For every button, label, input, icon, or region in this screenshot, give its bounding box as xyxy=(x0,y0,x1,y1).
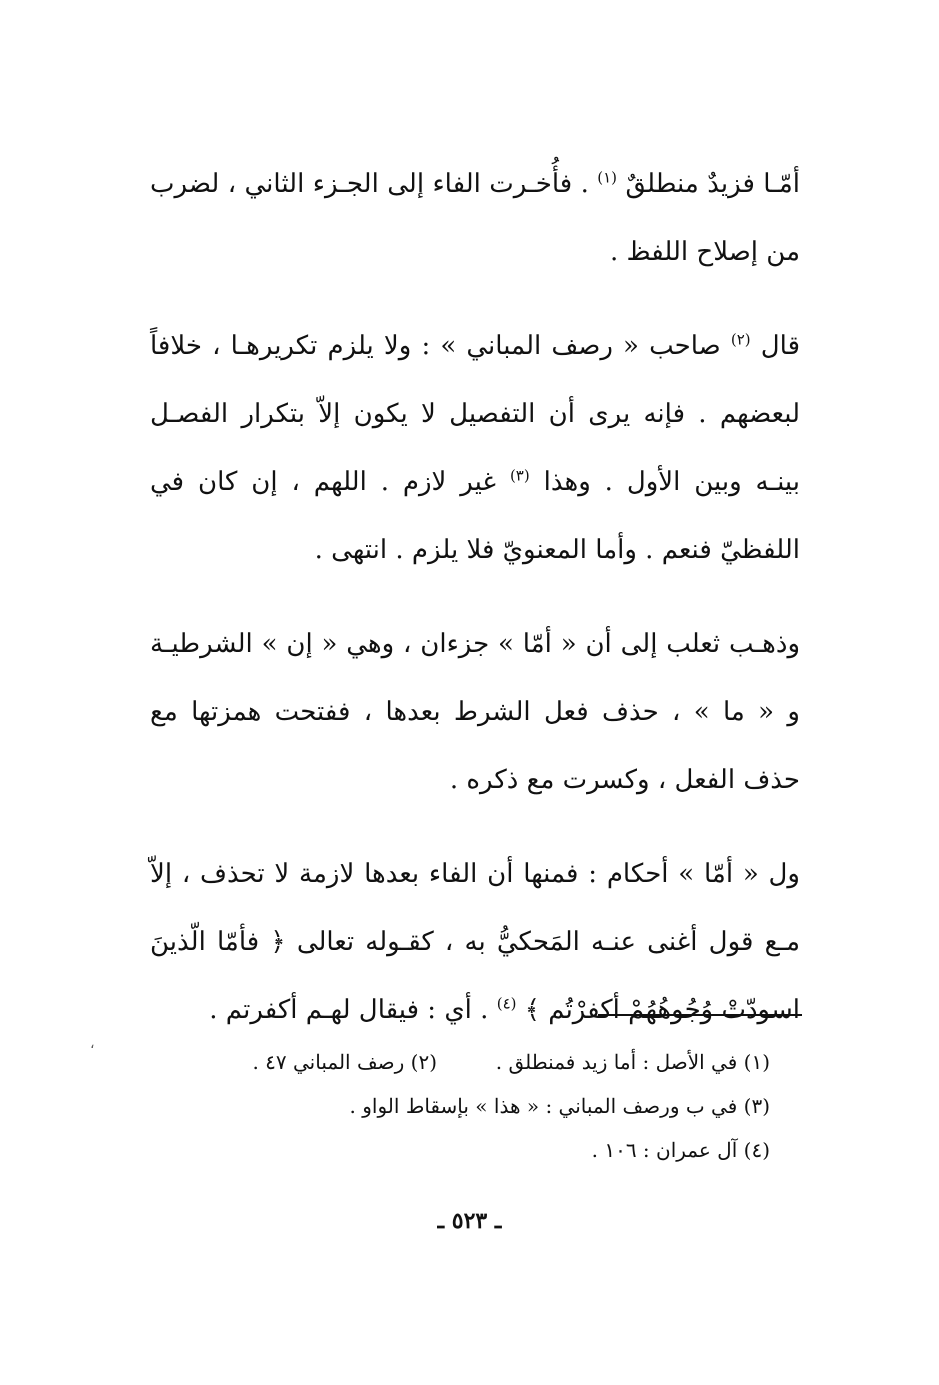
paragraph-2-text-a: قال xyxy=(760,331,801,361)
footnote-1-text: في الأصل : أما زيد فمنطلق . xyxy=(495,1050,738,1074)
footnote-ref-4: (٤) xyxy=(496,994,517,1013)
main-text xyxy=(150,150,800,1044)
footnote-3-number: (٣) xyxy=(743,1094,770,1118)
paragraph-3: وذهـب ثعلب إلى أن « أمّا » جزءان ، وهي « إن » الشرطيـة و « ما » ، حذف فعل الشرط بعدها ، ففتحت همزتها مع حذف الفعل ، وكسرت مع ذكره . xyxy=(150,629,800,795)
page-number: ـ ٥٢٣ ـ xyxy=(437,1208,502,1234)
paragraph-1-text-a: أمّـا فزيدٌ منطلقٌ xyxy=(625,169,800,199)
paragraph-4-text-b: . أي : فيقال لهـم أكفرتم . xyxy=(209,995,489,1025)
paragraph-2-text-c: غير لازم . اللهم ، إن كان في اللفظيّ فنعم . وأما المعنويّ فلا يلزم . انتهى . xyxy=(150,467,800,565)
footnote-4 xyxy=(180,1128,770,1172)
footnote-ref-2: (٢) xyxy=(730,330,751,349)
paragraph-2-text-b: صاحب « رصف المباني » : ولا يلزم تكريرهـا ، خلافاً لبعضهم . فإنه يرى أن التفصيل لا يكون إلاّ بتكرار الفصـل بينـه وبين الأول . وهذا xyxy=(150,331,801,497)
paragraph-1-text-b: . فأُخـرت الفاء إلى الجـزء الثاني ، لضرب من إصلاح اللفظ . xyxy=(150,169,800,267)
footnote-3 xyxy=(180,1084,770,1128)
footnote-2-number: (٢) xyxy=(410,1050,438,1074)
footnote-4-number: (٤) xyxy=(743,1138,770,1162)
footnote-separator xyxy=(598,1014,802,1016)
paragraph-1 xyxy=(150,150,800,286)
footnote-1-number: (١) xyxy=(743,1050,770,1074)
footnote-1 xyxy=(180,1040,770,1084)
paragraph-4-text-a: ول « أمّا » أحكام : فمنها أن الفاء بعدها لازمة لا تحذف ، إلاّ مـع قول أغنى عنـه المَحكيُّ به ، كقـوله تعالى ﴿ فأمّا الّذينَ اسودّتْ وُجُوهُهُمْ أكفرْتُم ﴾ xyxy=(150,859,800,1025)
paragraph-2 xyxy=(150,312,800,584)
margin-mark: ، xyxy=(90,1036,95,1052)
footnote-ref-3: (٣) xyxy=(509,466,530,485)
footnote-2-text: رصف المباني ٤٧ . xyxy=(252,1050,405,1074)
footnotes xyxy=(180,1040,770,1172)
footnote-ref-1: (١) xyxy=(597,168,618,187)
footnote-3-text: في ب ورصف المباني : « هذا » بإسقاط الواو . xyxy=(349,1094,738,1118)
footnote-4-text: آل عمران : ١٠٦ . xyxy=(591,1138,738,1162)
